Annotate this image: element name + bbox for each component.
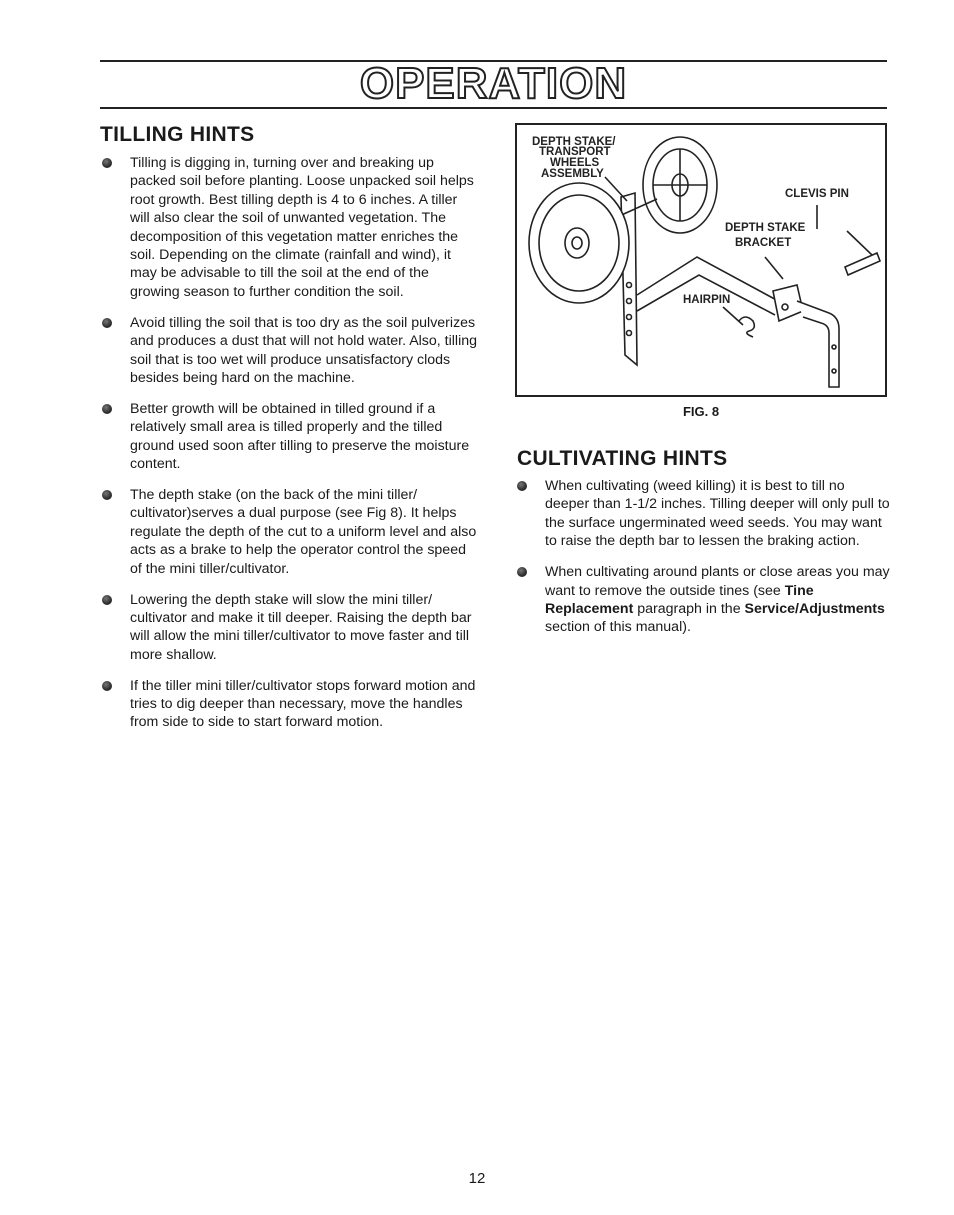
bullet-text-part3: section of this manual). — [545, 619, 691, 636]
figure-caption: FIG. 8 — [682, 404, 720, 419]
bullet-icon — [517, 481, 527, 491]
bullet-text-part2: paragraph in the — [633, 600, 745, 617]
tilling-hints-list — [100, 154, 478, 744]
page-number: 12 — [468, 1170, 486, 1187]
list-item — [100, 486, 478, 578]
bullet-icon — [102, 318, 112, 328]
cultivating-hints-list — [515, 477, 892, 649]
service-adjustments-ref: Service/Adjustments — [744, 600, 885, 617]
tilling-hints-heading: TILLING HINTS — [100, 123, 255, 146]
bullet-icon — [102, 404, 112, 414]
bullet-text: The depth stake (on the back of the mini tiller/ cultivator)serves a dual purpose (see Fig 8). It helps regulate the depth of the cut to a uniform level and also acts as a brake to help the operator control the speed of the mini tiller/cultivator. — [130, 487, 477, 577]
list-item — [100, 314, 478, 388]
list-item — [100, 400, 478, 474]
bullet-text: Lowering the depth stake will slow the mini tiller/ cultivator and make it till deeper. Raising the depth bar will allow the mini tiller/cultivator to move faster and till more shallow. — [130, 591, 472, 663]
bullet-text: If the tiller mini tiller/cultivator stops forward motion and tries to dig deeper than necessary, move the handles from side to side to start forward motion. — [130, 677, 476, 731]
bullet-icon — [102, 158, 112, 168]
cultivating-hints-heading: CULTIVATING HINTS — [517, 447, 728, 470]
callout-assembly-line3: WHEELS — [550, 157, 600, 169]
page-title: OPERATION — [359, 59, 628, 108]
header-rule-bottom — [100, 107, 887, 109]
list-item — [100, 591, 478, 665]
bullet-text: Tilling is digging in, turning over and breaking up packed soil before planting. Loose unpacked soil helps root growth. Best tilling depth is 4 to 6 inches. A tiller will also clear the soil of unwanted vegetation. The decomposition of this vegetation matter enriches the soil. Depending on the climate (rainfall and wind), it may be advisable to till the soil at the end of the growing season to further condition the soil. — [130, 155, 474, 300]
bullet-icon — [517, 567, 527, 577]
bullet-icon — [102, 681, 112, 691]
bullet-text: Avoid tilling the soil that is too dry as the soil pulverizes and produces a dust that will not hold water. Also, tilling soil that is too wet will produce unsatisfactory clods besides being hard on the machine. — [130, 314, 478, 386]
callout-clevis-pin: CLEVIS PIN — [785, 188, 849, 200]
callout-bracket-line2: BRACKET — [735, 237, 792, 249]
list-item — [100, 677, 478, 732]
bullet-text: When cultivating (weed killing) it is best to till no deeper than 1-1/2 inches. Tilling deeper will only pull to the surface ungerminated weed seeds. You may want to raise the depth bar to lessen the braking action. — [545, 478, 890, 550]
callout-assembly-line2: TRANSPORT — [539, 146, 611, 158]
bullet-text-part1: When cultivating around plants or close areas you may want to remove the outside tines (see — [545, 564, 890, 599]
callout-bracket-line1: DEPTH STAKE — [725, 222, 806, 234]
figure-8 — [515, 123, 887, 397]
bullet-icon — [102, 595, 112, 605]
bullet-icon — [102, 490, 112, 500]
callout-hairpin: HAIRPIN — [683, 294, 731, 306]
callout-assembly-line1: DEPTH STAKE/ — [532, 136, 616, 148]
list-item — [515, 563, 892, 637]
bullet-text: Better growth will be obtained in tilled ground if a relatively small area is tilled properly and the tilled ground used soon after tilling to preserve the moisture content. — [130, 400, 470, 473]
tine-replacement-ref: Tine Replacement — [545, 582, 814, 617]
list-item — [515, 477, 892, 551]
list-item — [100, 154, 478, 301]
callout-assembly-line4: ASSEMBLY — [541, 168, 604, 180]
